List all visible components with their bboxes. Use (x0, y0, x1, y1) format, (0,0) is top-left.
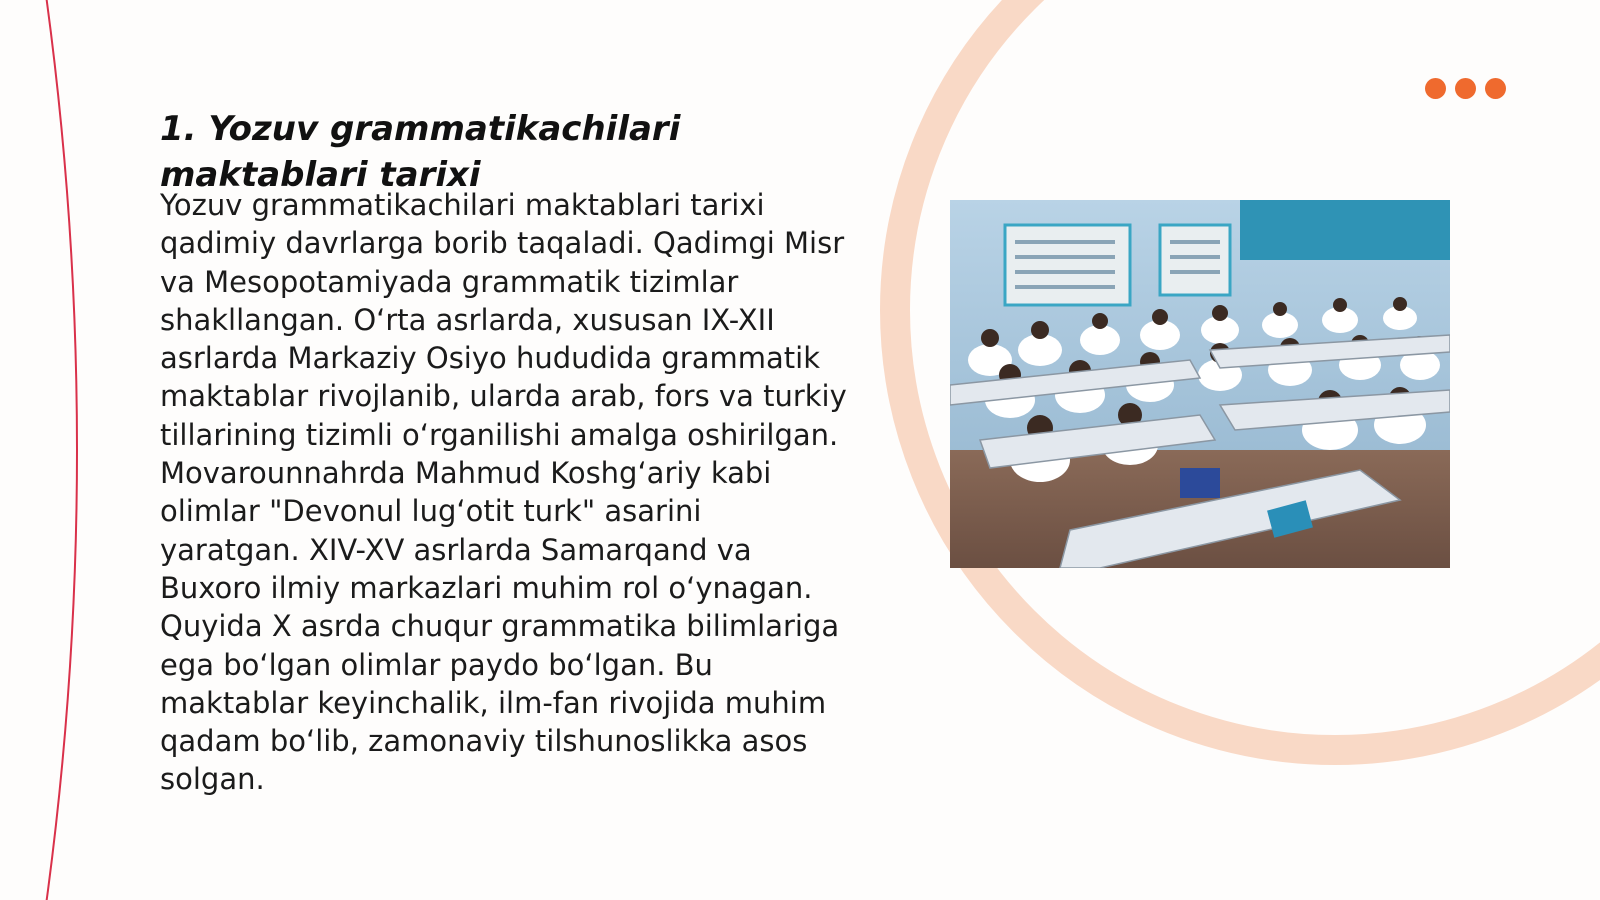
dot-icon (1455, 78, 1476, 99)
three-dots-icon (1425, 78, 1506, 102)
classroom-photo (950, 200, 1450, 568)
dot-icon (1425, 78, 1446, 99)
dot-icon (1485, 78, 1506, 99)
classroom-photo-icon (950, 200, 1450, 568)
slide-body-text: Yozuv grammatikachilari maktablari tarixi qadimiy davrlarga borib taqaladi. Qadimgi Misr va Mesopotamiyada grammatik tizimlar shakllangan. O‘rta asrlarda, xususan IX-XII asrlarda Markaziy Osiyo hududida grammatik maktablar rivojlanib, ularda arab, fors va turkiy tillarining tizimli o‘rganilishi amalga oshirilgan. Movarounnahrda Mahmud Koshg‘ariy kabi olimlar "Devonul lug‘otit turk" asarini yaratgan. XIV-XV asrlarda Samarqand va Buxoro ilmiy markazlari muhim rol o‘ynagan. Quyida X asrda chuqur grammatika bilimlariga ega bo‘lgan olimlar paydo bo‘lgan. Bu maktablar keyinchalik, ilm-fan rivojida muhim qadam bo‘lib, zamonaviy tilshunoslikka asos solgan. (160, 188, 847, 797)
slide-title: 1. Yozuv grammatikachilari maktablari tarixi (160, 109, 681, 195)
decorative-edge-curve (46, 0, 77, 900)
